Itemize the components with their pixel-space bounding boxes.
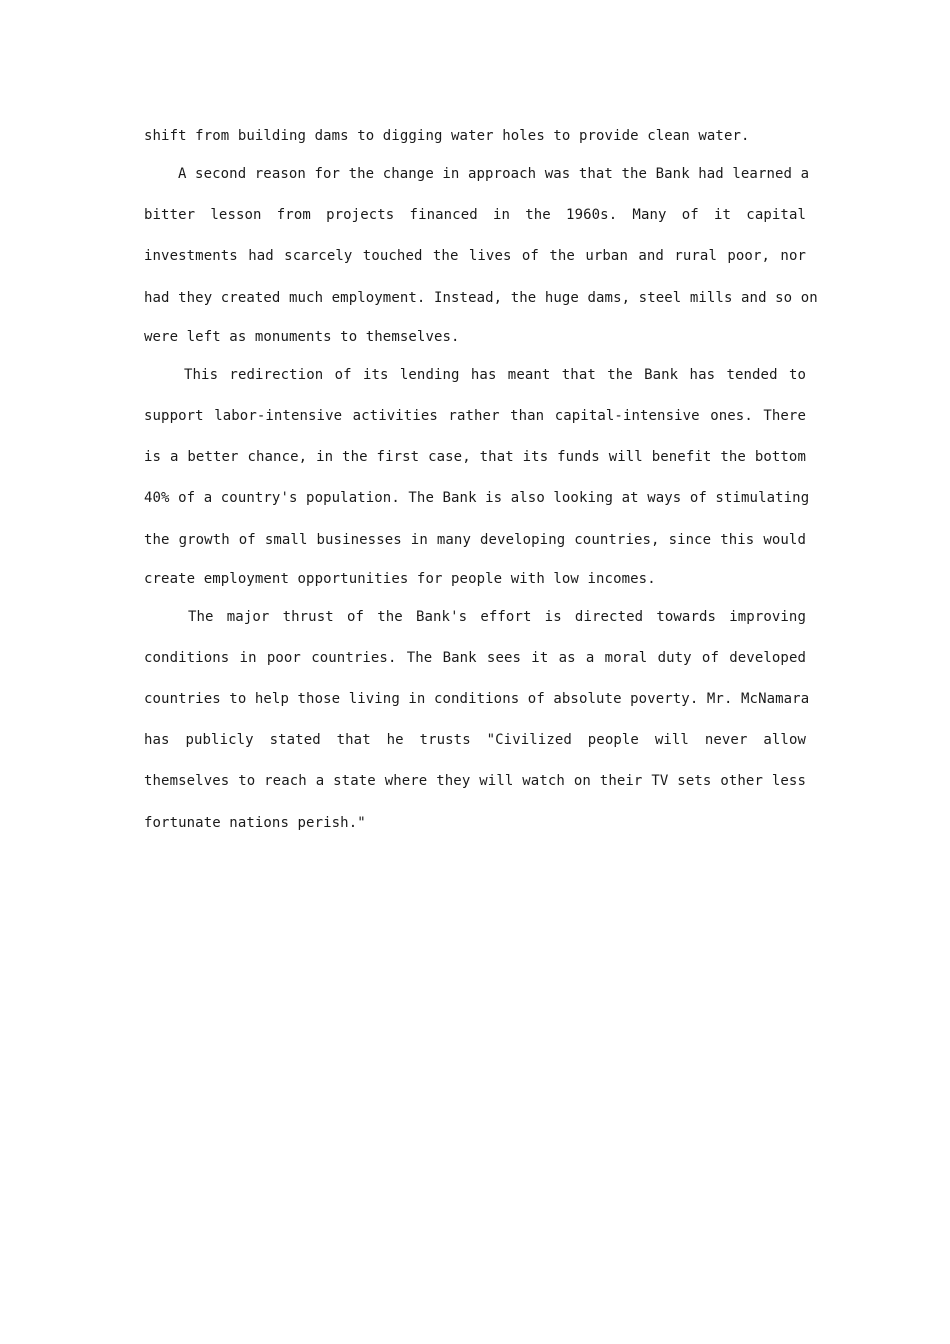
text-line: fortunate nations perish." [144,814,366,831]
body-text [144,118,818,844]
text-line: shift from building dams to digging water holes to provide clean water. [144,128,750,144]
text-line: create employment opportunities for people with low incomes. [144,570,656,587]
paragraph [144,355,810,597]
text-line: themselves to reach a state where they will watch on their TV sets other less [144,773,806,790]
text-line: investments had scarcely touched the lives of the urban and rural poor, nor [144,248,806,265]
paragraph [144,118,806,154]
text-line: countries to help those living in conditions of absolute poverty. Mr. McNamara [144,691,810,708]
text-line: has publicly stated that he trusts "Civilized people will never allow [144,732,806,749]
text-line: is a better chance, in the first case, that its funds will benefit the bottom [144,449,806,466]
text-line: 40% of a country's population. The Bank is also looking at ways of stimulating [144,490,810,507]
text-line: the growth of small businesses in many developing countries, since this would [144,531,806,548]
text-line: A second reason for the change in approach was that the Bank had learned a [178,166,810,182]
text-line: had they created much employment. Instead, the huge dams, steel mills and so on [144,289,818,306]
paragraph [144,597,810,844]
text-line: conditions in poor countries. The Bank sees it as a moral duty of developed [144,649,806,666]
text-line: were left as monuments to themselves. [144,328,460,345]
text-line: bitter lesson from projects financed in the 1960s. Many of it capital [144,207,806,224]
text-line: The major thrust of the Bank's effort is directed towards improving [188,608,806,625]
text-line: support labor-intensive activities rather than capital-intensive ones. There [144,407,806,424]
paragraph [144,154,818,355]
text-line: This redirection of its lending has meant that the Bank has tended to [184,366,806,383]
